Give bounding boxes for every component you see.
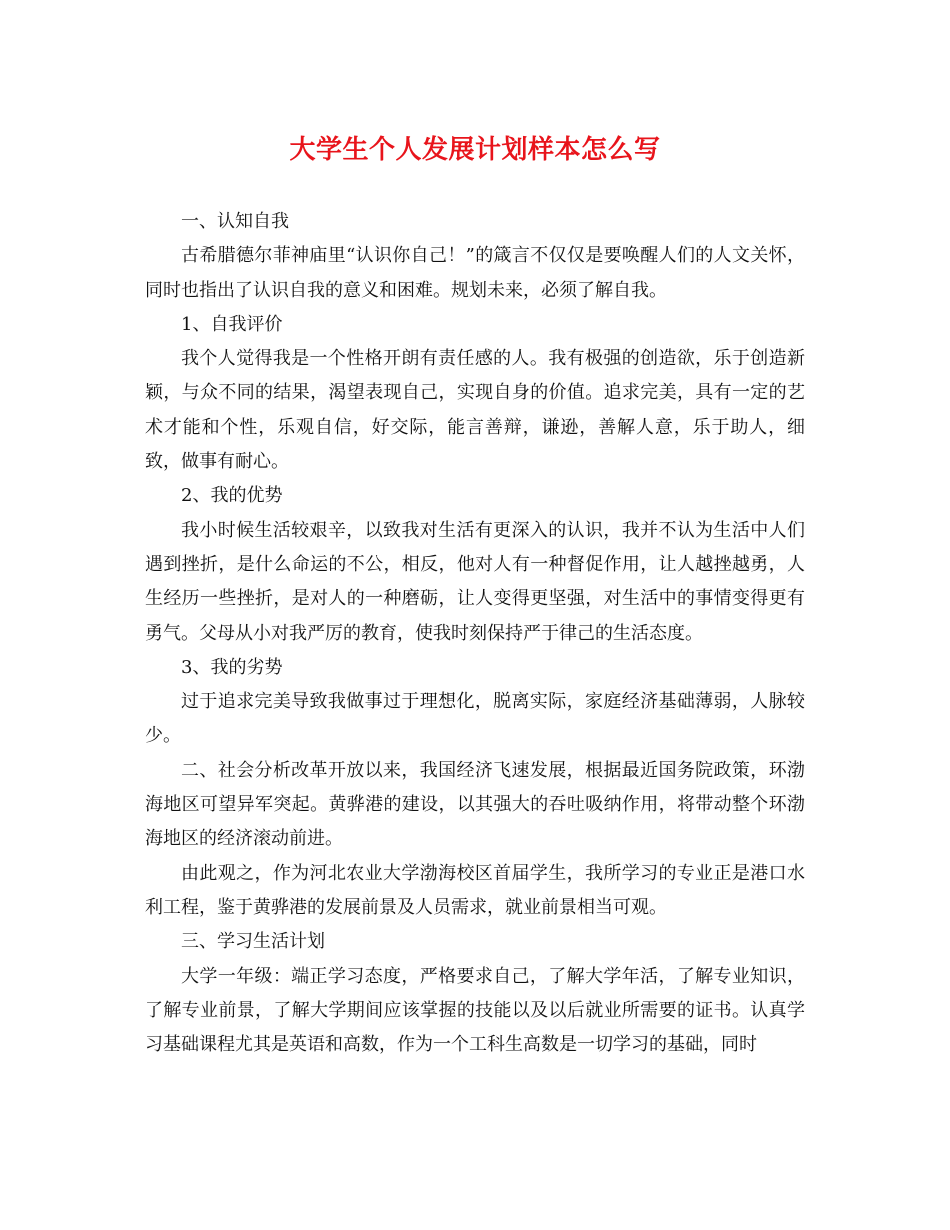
- section-heading-self-awareness: 一、认知自我: [181, 211, 289, 232]
- paragraph-self-evaluation: 我个人觉得我是一个性格开朗有责任感的人。我有极强的创造欲，乐于创造新颖，与众不同的结果，渴望表现自己，实现自身的价值。追求完美，具有一定的艺术才能和个性，乐观自信，好交际，能言善辩，谦逊，善解人意，乐于助人，细致，做事有耐心。: [145, 348, 805, 473]
- subheading-self-evaluation: 1、自我评价: [181, 313, 283, 335]
- section-heading-study-plan: 三、学习生活计划: [181, 931, 325, 953]
- paragraph-employment-outlook: 由此观之，作为河北农业大学渤海校区首届学生，我所学习的专业正是港口水利工程，鉴于黄骅港的发展前景及人员需求，就业前景相当可观。: [145, 862, 805, 918]
- paragraph-social-analysis: 二、社会分析改革开放以来，我国经济飞速发展，根据最近国务院政策，环渤海地区可望异军突起。黄骅港的建设，以其强大的吞吐吸纳作用，将带动整个环渤海地区的经济滚动前进。: [145, 759, 805, 850]
- paragraph-delphi: 古希腊德尔菲神庙里“认识你自己！”的箴言不仅仅是要唤醒人们的人文关怀，同时也指出了认识自我的意义和困难。规划未来，必须了解自我。: [145, 245, 805, 301]
- paragraph-weaknesses: 过于追求完美导致我做事过于理想化，脱离实际，家庭经济基础薄弱，人脉较少。: [145, 691, 805, 747]
- subheading-weaknesses: 3、我的劣势: [181, 656, 283, 678]
- document-title: 大学生个人发展计划样本怎么写: [289, 135, 661, 165]
- document-body: [145, 205, 805, 1062]
- paragraph-first-year: 大学一年级：端正学习态度，严格要求自己，了解大学年活，了解专业知识，了解专业前景，了解大学期间应该掌握的技能以及以后就业所需要的证书。认真学习基础课程尤其是英语和高数，作为一个工科生高数是一切学习的基础，同时: [145, 965, 805, 1056]
- paragraph-strengths: 我小时候生活较艰辛，以致我对生活有更深入的认识，我并不认为生活中人们遇到挫折，是什么命运的不公，相反，他对人有一种督促作用，让人越挫越勇，人生经历一些挫折，是对人的一种磨砺，让人变得更坚强，对生活中的事情变得更有勇气。父母从小对我严厉的教育，使我时刻保持严于律己的生活态度。: [145, 519, 805, 644]
- subheading-strengths: 2、我的优势: [181, 485, 283, 507]
